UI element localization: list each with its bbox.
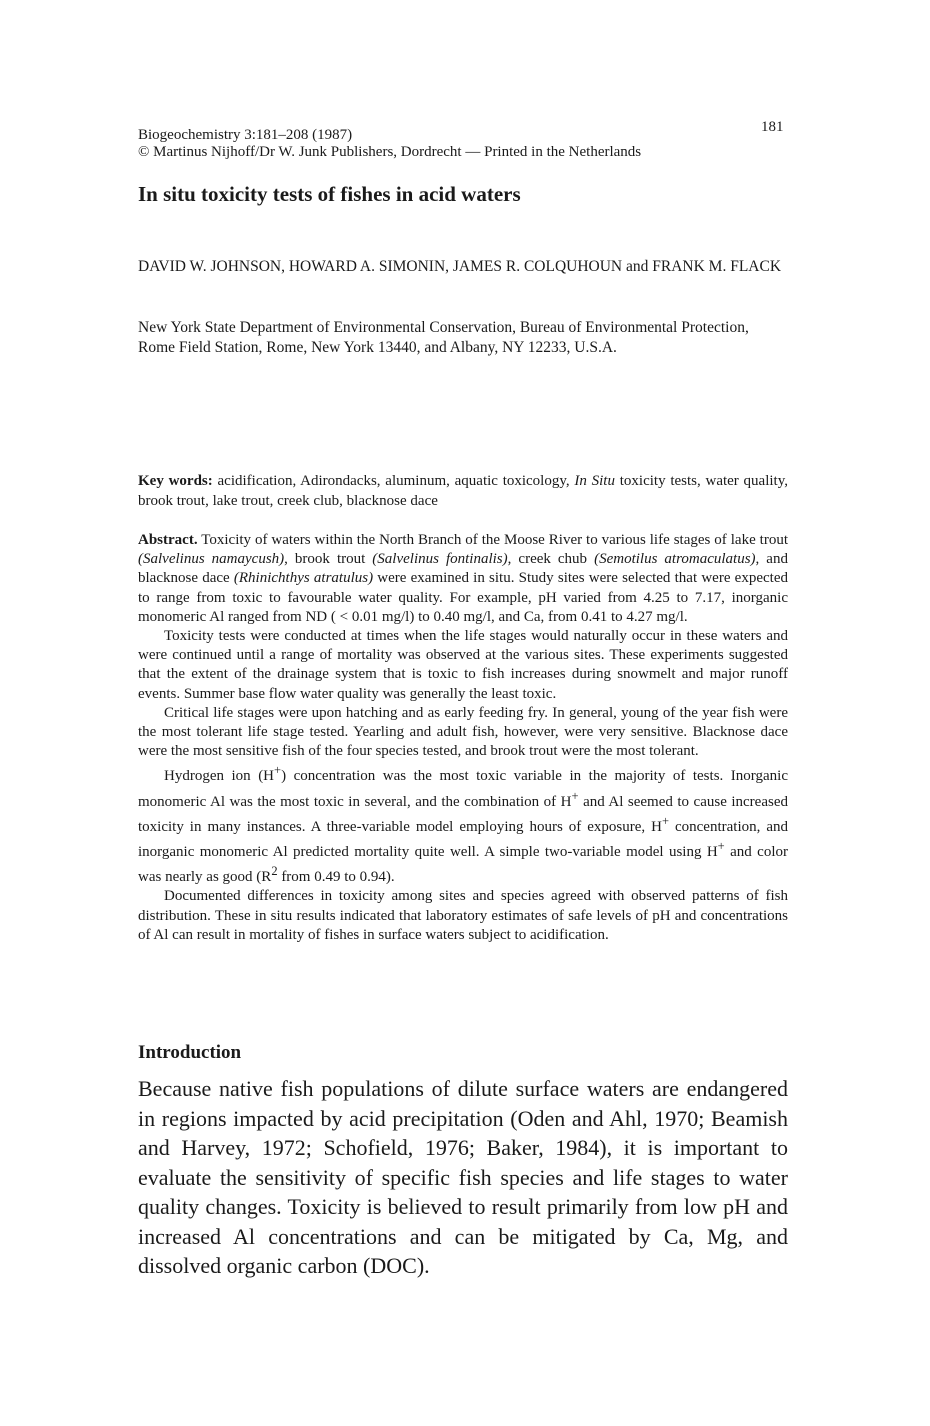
abstract-text: Toxicity of waters within the North Branch of the Moose River to various life stages of lake trout [197, 532, 788, 548]
abstract-text: , and blacknose dace [138, 551, 788, 587]
superscript: + [274, 763, 282, 778]
abstract-text: concentration, and inorganic monomeric Al predicted mortality quite well. A simple two-variable model using H [138, 818, 789, 861]
abstract-text: , brook trout [284, 551, 373, 568]
abstract-text: were examined in situ. Study sites were selected that were expected to range from toxic to favourable water quality. For example, pH varied from 4.25 to 7.17, inorganic monomeric Al ranged from ND ( < 0.01 mg/l) to 0.40 mg/l, and Ca, from 0.41 to 4.27 mg/l. [138, 570, 788, 625]
introduction-text: Because native fish populations of dilute surface waters are endangered in regions impacted by acid precipitation (Oden and Ahl, 1970; Beamish and Harvey, 1972; Schofield, 1976; Baker, 1984), it is important to evaluate the sensitivity of specific fish species and life stages to water quality changes. Toxicity is believed to result primarily from low pH and increased Al concentrations and can be mitigated by Ca, Mg, and dissolved organic carbon (DOC). [138, 1076, 788, 1278]
species-name: (Rhinichthys atratulus) [233, 570, 374, 587]
species-name: (Semotilus atromaculatus) [594, 551, 756, 568]
abstract-paragraph-3: Critical life stages were upon hatching and as early feeding fry. In general, young of the year fish were the most tolerant life stage tested. Yearling and adult fish, however, were very sensitive. Blacknose dace were the most sensitive fish of the four species tested, and brook trout were the most tolerant. [138, 704, 788, 760]
abstract-text: from 0.49 to 0.94). [277, 869, 395, 886]
journal-line: Biogeochemistry 3:181–208 (1987) [138, 127, 353, 143]
keywords-label: Key words: [138, 473, 213, 489]
abstract-text: ) concentration was the most toxic variable in the majority of tests. Inorganic monomeric Al was the most toxic in several, and the combination of H [138, 768, 788, 810]
abstract-paragraph-2: Toxicity tests were conducted at times when the life stages would naturally occur in these waters and were continued until a range of mortality was observed at the various sites. These experiments suggested that the extent of the drainage system that is toxic to fish increases during snowmelt and major runoff events. Summer base flow water quality was generally the least toxic. [138, 628, 788, 702]
keywords-italic: In Situ [574, 473, 615, 489]
abstract-text: and color was nearly as good (R [138, 844, 788, 886]
abstract-paragraph-4 [138, 761, 788, 887]
author-list: DAVID W. JOHNSON, HOWARD A. SIMONIN, JAMES R. COLQUHOUN and FRANK M. FLACK [138, 258, 782, 275]
page-number: 181 [761, 119, 784, 135]
superscript: + [571, 788, 579, 803]
introduction-heading: Introduction [138, 1042, 242, 1063]
species-name: (Salvelinus namaycush) [138, 551, 285, 568]
keywords-text: acidification, Adirondacks, aluminum, aquatic toxicology, [212, 473, 575, 489]
species-name: (Salvelinus fontinalis) [372, 551, 508, 568]
abstract [138, 531, 788, 945]
superscript: 2 [271, 864, 278, 879]
abstract-text: Hydrogen ion (H [164, 768, 275, 785]
keywords-text-rest: toxicity tests, water quality, brook trout, lake trout, creek club, blacknose dace [138, 473, 788, 509]
publisher-line: © Martinus Nijhoff/Dr W. Junk Publishers, Dordrecht — Printed in the Netherlands [138, 144, 642, 160]
keywords [138, 471, 788, 511]
abstract-paragraph-1 [138, 531, 788, 627]
affiliation: New York State Department of Environmental Conservation, Bureau of Environmental Protection, Rome Field Station, Rome, New York 13440, and Albany, NY 12233, U.S.A. [138, 319, 749, 356]
abstract-text: and Al seemed to cause increased toxicity in many instances. A three-variable model employing hours of exposure, H [138, 793, 788, 835]
superscript: + [661, 813, 670, 828]
journal-citation [138, 127, 641, 161]
abstract-label: Abstract. [138, 532, 198, 548]
article-title: In situ toxicity tests of fishes in acid waters [138, 182, 521, 206]
superscript: + [717, 839, 725, 854]
abstract-text: , creek chub [507, 551, 595, 568]
abstract-paragraph-5: Documented differences in toxicity among sites and species agreed with observed patterns of fish distribution. These in situ results indicated that laboratory estimates of safe levels of pH and concentrations of Al can result in mortality of fishes in surface waters subject to acidification. [138, 888, 788, 943]
